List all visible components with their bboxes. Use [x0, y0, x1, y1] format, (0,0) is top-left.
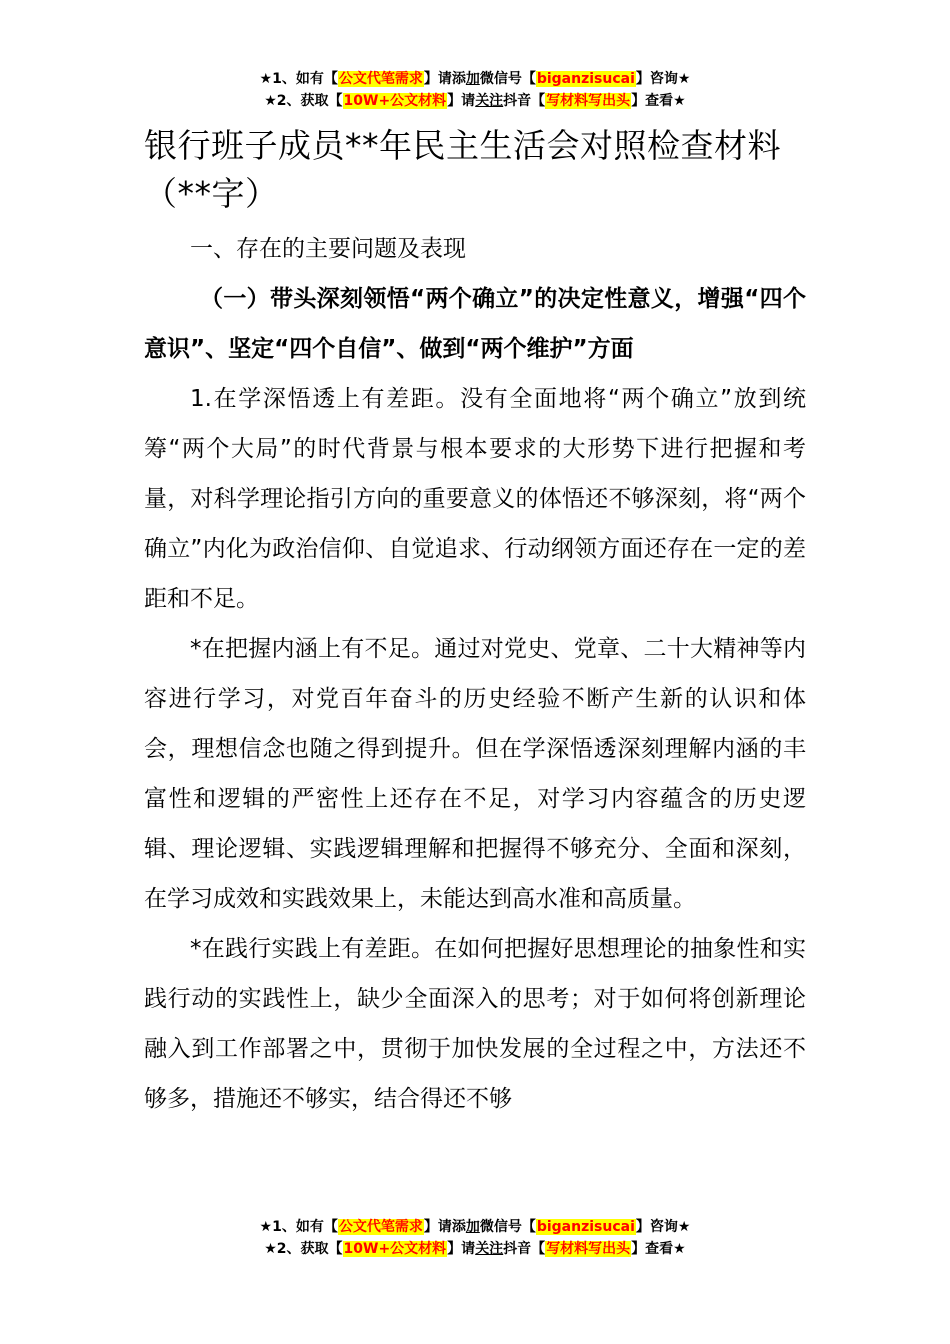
promo-underlined: 加 — [465, 1219, 480, 1235]
promo-text: 】查看★ — [631, 93, 686, 109]
promo-banner-top — [0, 68, 950, 112]
promo-douyin-name: 写材料写出头 — [546, 93, 631, 109]
body-paragraph: *在把握内涵上有不足。通过对党史、党章、二十大精神等内容进行学习，对党百年奋斗的历史经验不断产生新的认识和体会，理想信念也随之得到提升。但在学深悟透深刻理解内涵的丰富性和逻辑的严密性上还存在不足，对学习内容蕴含的历史逻辑、理论逻辑、实践逻辑理解和把握得不够充分、全面和深刻，在学习成效和实践效果上，未能达到高水准和高质量。 — [144, 636, 806, 912]
promo-text: 】请 — [447, 1241, 476, 1257]
promo-douyin-name: 写材料写出头 — [546, 1241, 631, 1257]
promo-text: ★2、获取【 — [264, 1241, 343, 1257]
promo-underlined: 关注 — [475, 1241, 504, 1257]
promo-text: ★1、如有【 — [259, 71, 338, 87]
promo-line-1 — [0, 1216, 950, 1238]
promo-text: 】请添 — [423, 1219, 466, 1235]
promo-line-2 — [0, 1238, 950, 1260]
promo-text: 】请添 — [423, 71, 466, 87]
promo-text: 抖音【 — [503, 93, 546, 109]
promo-wechat-id: biganzisucai — [536, 71, 635, 87]
promo-highlight: 10W+公文材料 — [343, 93, 447, 109]
promo-banner-bottom — [0, 1216, 950, 1260]
promo-text: 微信号【 — [479, 1219, 536, 1235]
body-paragraph: 1.在学深悟透上有差距。没有全面地将“两个确立”放到统筹“两个大局”的时代背景与根本要求的大形势下进行把握和考量，对科学理论指引方向的重要意义的体悟还不够深刻，将“两个确立”内化为政治信仰、自觉追求、行动纲领方面还存在一定的差距和不足。 — [144, 386, 806, 612]
promo-text: 】咨询★ — [635, 1219, 691, 1235]
document-title: 银行班子成员**年民主生活会对照检查材料（**字） — [144, 126, 781, 213]
promo-text: ★2、获取【 — [264, 93, 343, 109]
promo-underlined: 关注 — [475, 93, 504, 109]
promo-highlight: 公文代笔需求 — [338, 71, 423, 87]
section-heading: 一、存在的主要问题及表现 — [190, 236, 466, 262]
promo-line-2 — [0, 90, 950, 112]
promo-line-1 — [0, 68, 950, 90]
body-paragraph: *在践行实践上有差距。在如何把握好思想理论的抽象性和实践行动的实践性上，缺少全面深入的思考；对于如何将创新理论融入到工作部署之中，贯彻于加快发展的全过程之中，方法还不够多，措施还不够实，结合得还不够 — [144, 936, 806, 1112]
promo-text: ★1、如有【 — [259, 1219, 338, 1235]
promo-text: 微信号【 — [479, 71, 536, 87]
promo-text: 】咨询★ — [635, 71, 691, 87]
promo-highlight: 公文代笔需求 — [338, 1219, 423, 1235]
promo-wechat-id: biganzisucai — [536, 1219, 635, 1235]
promo-text: 抖音【 — [503, 1241, 546, 1257]
document-body — [144, 122, 806, 1124]
promo-text: 】请 — [447, 93, 476, 109]
promo-underlined: 加 — [465, 71, 480, 87]
subsection-heading: （一）带头深刻领悟“两个确立”的决定性意义，增强“四个意识”、坚定“四个自信”、做到“两个维护”方面 — [144, 286, 806, 362]
promo-highlight: 10W+公文材料 — [343, 1241, 447, 1257]
promo-text: 】查看★ — [631, 1241, 686, 1257]
